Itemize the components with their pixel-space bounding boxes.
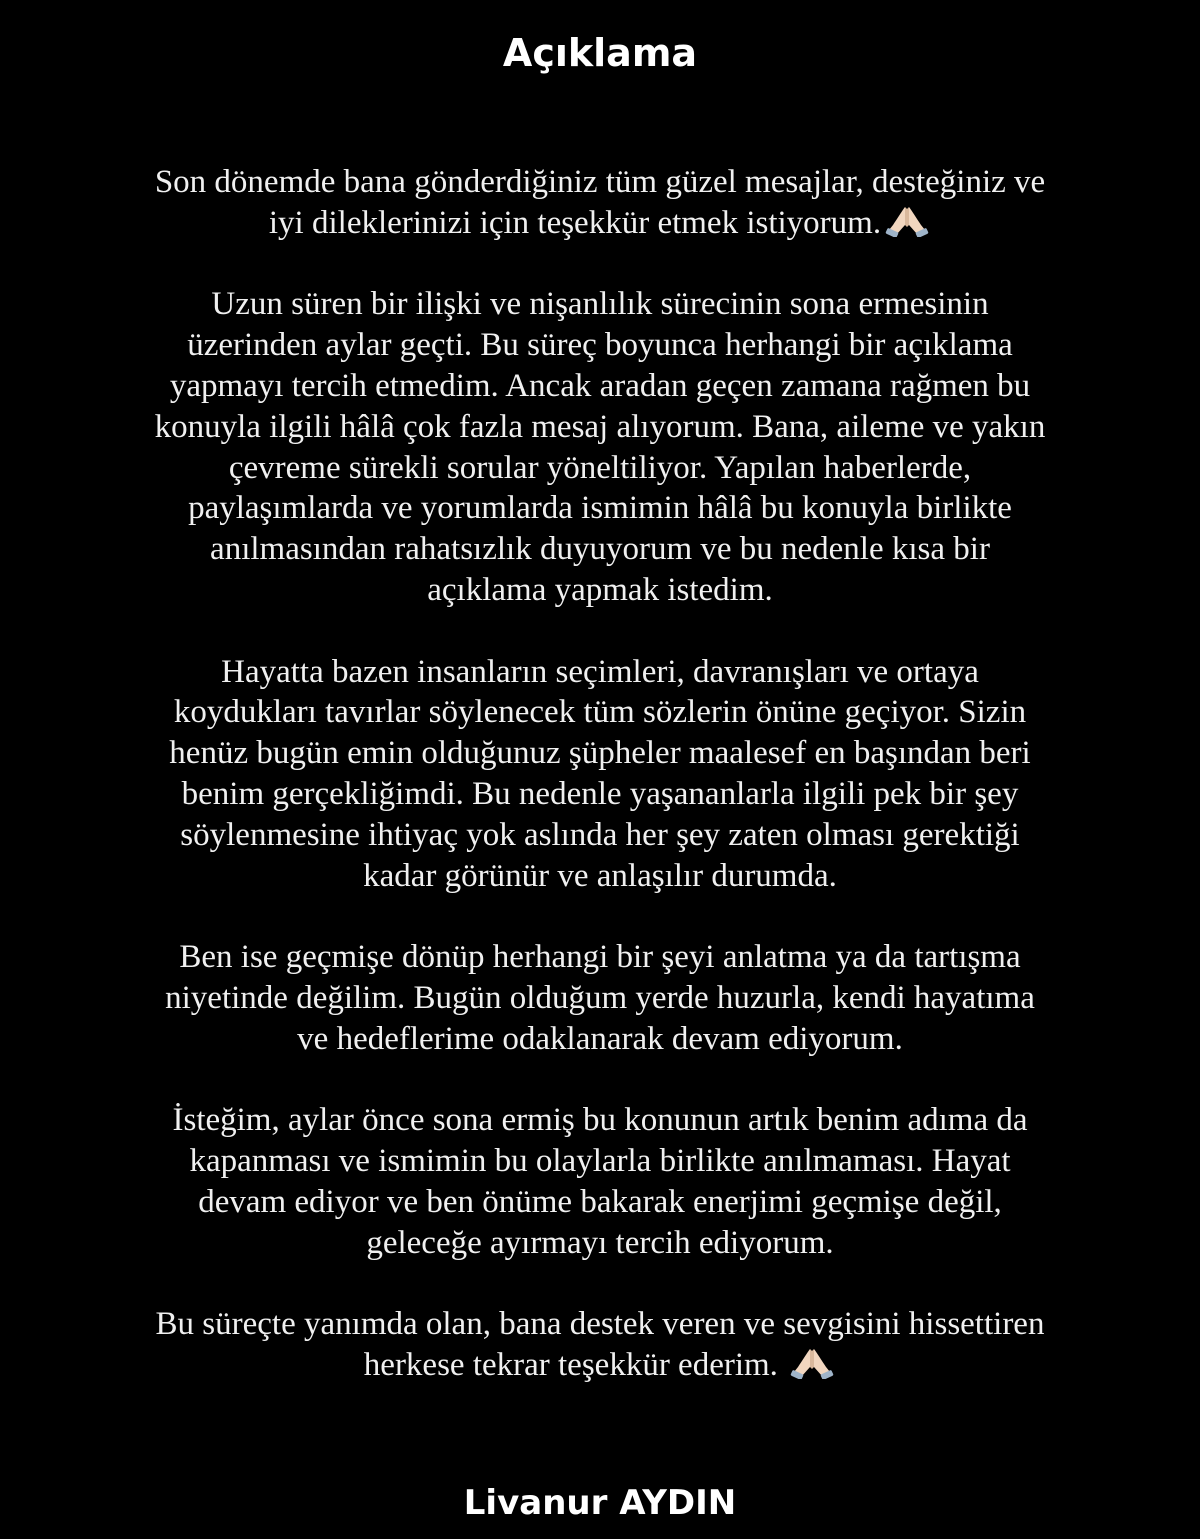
text-line: üzerinden aylar geçti. Bu süreç boyunca herhangi bir açıklama: [187, 327, 1013, 364]
statement-body: [60, 162, 1140, 1427]
page-title: Açıklama: [502, 31, 698, 75]
text-line: çevreme sürekli sorular yöneltiliyor. Yapılan haberlerde,: [228, 449, 972, 486]
text-line: devam ediyor ve ben önüme bakarak enerjimi geçmişe değil,: [198, 1183, 1002, 1220]
signature-name: Livanur AYDIN: [463, 1483, 737, 1523]
text-line: Uzun süren bir ilişki ve nişanlılık sürecinin sona ermesinin: [211, 286, 989, 323]
text-line: kapanması ve ismimin bu olaylarla birlikte anılmaması. Hayat: [189, 1143, 1011, 1180]
paragraph-choices: [60, 652, 1140, 897]
text-line: Bu süreçte yanımda olan, bana destek veren ve sevgisini hissettiren: [155, 1306, 1045, 1343]
text-line: Hayatta bazen insanların seçimleri, davranışları ve ortaya: [221, 653, 979, 690]
text-line: İsteğim, aylar önce sona ermiş bu konunun artık benim adıma da: [172, 1102, 1028, 1139]
text-line: henüz bugün emin olduğunuz şüpheler maalesef en başından beri: [169, 735, 1031, 772]
text-line: paylaşımlarda ve yorumlarda ismimin hâlâ bu konuyla birlikte: [188, 490, 1012, 527]
paragraph-breakup: [60, 284, 1140, 610]
text-line: geleceğe ayırmayı tercih ediyorum.: [366, 1224, 834, 1261]
text-line: Son dönemde bana gönderdiğiniz tüm güzel mesajlar, desteğiniz ve: [154, 164, 1046, 200]
paragraph-closing-thanks: [60, 1304, 1140, 1386]
folded-hands-icon: [883, 203, 931, 237]
text-line: yapmayı tercih etmedim. Ancak aradan geçen zamana rağmen bu: [169, 367, 1031, 404]
text-line: açıklama yapmak istedim.: [427, 571, 773, 608]
text-line: söylenmesine ihtiyaç yok aslında her şey zaten olması gerektiği: [180, 816, 1020, 853]
text-line: ve hedeflerime odaklanarak devam ediyorum.: [297, 1020, 903, 1057]
text-line: iyi dileklerinizi için teşekkür etmek istiyorum.: [60, 203, 1140, 244]
text-line: anılmasından rahatsızlık duyuyorum ve bu nedenle kısa bir: [210, 531, 990, 568]
text-line: herkese tekrar teşekkür ederim.: [60, 1345, 1140, 1386]
text-line: koydukları tavırlar söylenecek tüm sözlerin önüne geçiyor. Sizin: [173, 694, 1027, 731]
text-line: benim gerçekliğimdi. Bu nedenle yaşananlarla ilgili pek bir şey: [181, 775, 1019, 812]
paragraph-moving-on: [60, 937, 1140, 1059]
paragraph-request: [60, 1100, 1140, 1263]
text-line: Ben ise geçmişe dönüp herhangi bir şeyi anlatma ya da tartışma: [179, 939, 1021, 976]
text-line: niyetinde değilim. Bugün olduğum yerde huzurla, kendi hayatıma: [165, 979, 1035, 1016]
text-line: konuyla ilgili hâlâ çok fazla mesaj alıyorum. Bana, aileme ve yakın: [154, 408, 1046, 445]
folded-hands-icon: [788, 1345, 836, 1379]
text-line: kadar görünür ve anlaşılır durumda.: [363, 857, 837, 894]
paragraph-thanks: [60, 162, 1140, 244]
